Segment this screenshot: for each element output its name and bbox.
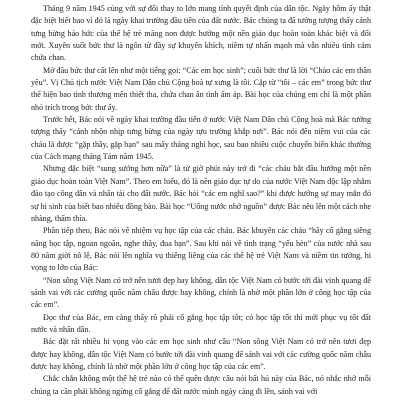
quote-paragraph: “Non sông Việt Nam có trở nên tươi đẹp hay không, dân tộc Việt Nam có bước tới đài vinh quang để sánh vai với các cường quốc năm châu được hay không, chính là nhờ một phần lớn ở công học tập của các em”. — [31, 275, 371, 310]
document-page — [31, 3, 371, 398]
paragraph: Mở đầu bức thư cất lên như một tiếng gọi: “Các em học sinh”; cuối bức thư là lời “Chào các em thân yêu”. Vị Chủ tịch nước Việt Nam Dân chủ Cộng hoà tự xưng là tôi. Cặp từ “tôi – các em” trong bức thư thể hiện bao tình thương mến thiết tha, chứa chan ân tình ấm áp. Bài học của chúng em chỉ là một phần nhỏ trích trong bức thư ấy. — [31, 65, 371, 112]
paragraph: Chắc chắn không một thế hệ trẻ nào có thể quên được câu nói bất hủ này của Bác, nó nhắc nhở mỗi chúng ta cần phải không ngừng cố gắng để đất nước mình ngày càng đi lên, sánh vai với — [31, 374, 371, 396]
paragraph: Tháng 9 năm 1945 cùng với sự đổi thay to lớn mang tính quyết định của dân tộc. Ngày hôm ấy thật đặc biệt biết bao vì đó là ngày khai trường đầu tiên của đất nước. Bác chúng ta đã tưởng tượng thấy cảnh tưng bừng háo hức của thế hệ trẻ măng non được hưởng một nền giáo dục hoàn toàn khác biệt và đổi mới. Xuyên suốt bức thư là ngôn từ đầy sự khuyến khích, niềm tự nhấn mạnh mà vẫn nhiều tình cảm chứa chan. — [31, 4, 371, 63]
paragraph: Bác đặt rất nhiều hi vọng vào các em học sinh như câu “Non sông Việt Nam có trở nên tươi đẹp được hay không, dân tộc Việt Nam có bước tới đài vinh quang để sánh vai với các cường quốc năm châu được hay không, chính là nhờ một phần lớn ở công học tập của các em”. — [31, 337, 371, 371]
paragraph: Nhưng đặc biệt “sung sướng hơn nữa” là từ giờ phút này trở đi “các cháu bắt đầu hưởng một nền giáo dục hoàn toàn Việt Nam”. Theo em hiểu, đó là nền giáo dục tự do của nước Việt Nam độc lập nhằm đào tạo công dân và nhân tài cho đất nước. Bác hỏi “các em nghĩ sao?” khi được hưởng sự may mắn đó sự hi sinh của biết bao nhiêu đồng bào. Bài học “Uống nước nhớ nguồn” được Bác nêu lên một cách nhẹ nhàng, thấm thía. — [31, 164, 371, 223]
paragraph: Phần tiếp theo, Bác nói về nhiệm vụ học tập của các cháu. Bác khuyên các cháu “hãy cố gắng siêng năng học tập, ngoan ngoãn, nghe thầy, đua bạn”. Sau khi nói về tình trạng “yếu hèn” của nước nhà sau 80 năm giời nô lệ, Bác nói lên nghĩa vụ thiêng liêng của các thế hệ trẻ Việt Nam và niềm tin tưởng, hi vọng to lớn của Bác: — [31, 226, 371, 273]
paragraph: Đọc thư của Bác, em càng thấy rõ phải cố gắng học tập tốt; có học tập tốt thì mới phục vụ tốt đất nước và nhân dân. — [31, 312, 371, 334]
paragraph: Trước hết, Bác nói về ngày khai trường đầu tiên ở nước Việt Nam Dân chủ Cộng hoà mà Bác tưởng tượng thấy “cảnh nhộn nhịp tưng bừng của ngày tựu trường khắp nơi”. Bác nói đến niềm vui của các cháu là được “gặp thầy, gặp bạn” sau mấy tháng nghỉ học, sau bao nhiêu cuộc chuyển biến khác thường của Cách mạng tháng Tám năm 1945. — [31, 115, 371, 162]
